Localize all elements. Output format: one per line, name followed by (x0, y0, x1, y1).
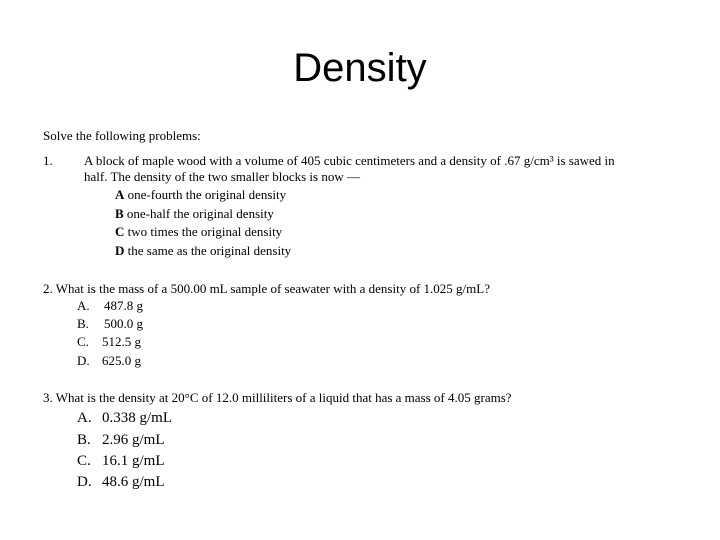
q3-option-b-letter: B. (77, 432, 91, 448)
q1-text-line2: half. The density of the two smaller blocks is now — (84, 169, 360, 184)
q1-option-c-letter: C (115, 224, 125, 239)
q1-option-c (115, 224, 282, 240)
q1-option-d (115, 243, 291, 259)
q1-option-b-letter: B (115, 206, 124, 221)
q2-option-c-letter: C. (77, 334, 89, 349)
page-title: Density (293, 46, 427, 90)
q1-option-d-letter: D (115, 243, 125, 258)
q3-prompt: 3. What is the density at 20°C of 12.0 milliliters of a liquid that has a mass of 4.05 grams? (43, 390, 512, 405)
q1-option-b (115, 206, 274, 222)
q2-option-b-letter: B. (77, 316, 89, 331)
q1-option-d-text: the same as the original density (127, 243, 292, 258)
q3-option-b-text: 2.96 g/mL (102, 432, 165, 448)
q1-option-a-letter: A (115, 187, 125, 202)
q2-option-c-text: 512.5 g (102, 334, 141, 349)
q2-prompt: 2. What is the mass of a 500.00 mL sample of seawater with a density of 1.025 g/mL? (43, 281, 490, 296)
q1-number: 1. (43, 153, 53, 168)
q1-option-a-text: one-fourth the original density (127, 187, 287, 202)
q3-option-c-letter: C. (77, 453, 91, 469)
q2-option-a-letter: A. (77, 298, 90, 313)
q3-option-c-text: 16.1 g/mL (102, 453, 165, 469)
q1-option-a (115, 187, 286, 203)
q3-option-a-letter: A. (77, 410, 92, 426)
q2-option-b-text: 500.0 g (104, 316, 143, 331)
instructions: Solve the following problems: (43, 128, 201, 143)
q2-option-d-text: 625.0 g (102, 353, 141, 368)
q1-option-c-text: two times the original density (127, 224, 283, 239)
q2-option-a-text: 487.8 g (104, 298, 143, 313)
q1-option-b-text: one-half the original density (126, 206, 274, 221)
q1-text-line1: A block of maple wood with a volume of 405 cubic centimeters and a density of .67 g/cm³ is sawed in (84, 153, 615, 168)
q3-option-d-letter: D. (77, 474, 92, 490)
q3-option-d-text: 48.6 g/mL (102, 474, 165, 490)
q3-option-a-text: 0.338 g/mL (102, 410, 172, 426)
q2-option-d-letter: D. (77, 353, 90, 368)
